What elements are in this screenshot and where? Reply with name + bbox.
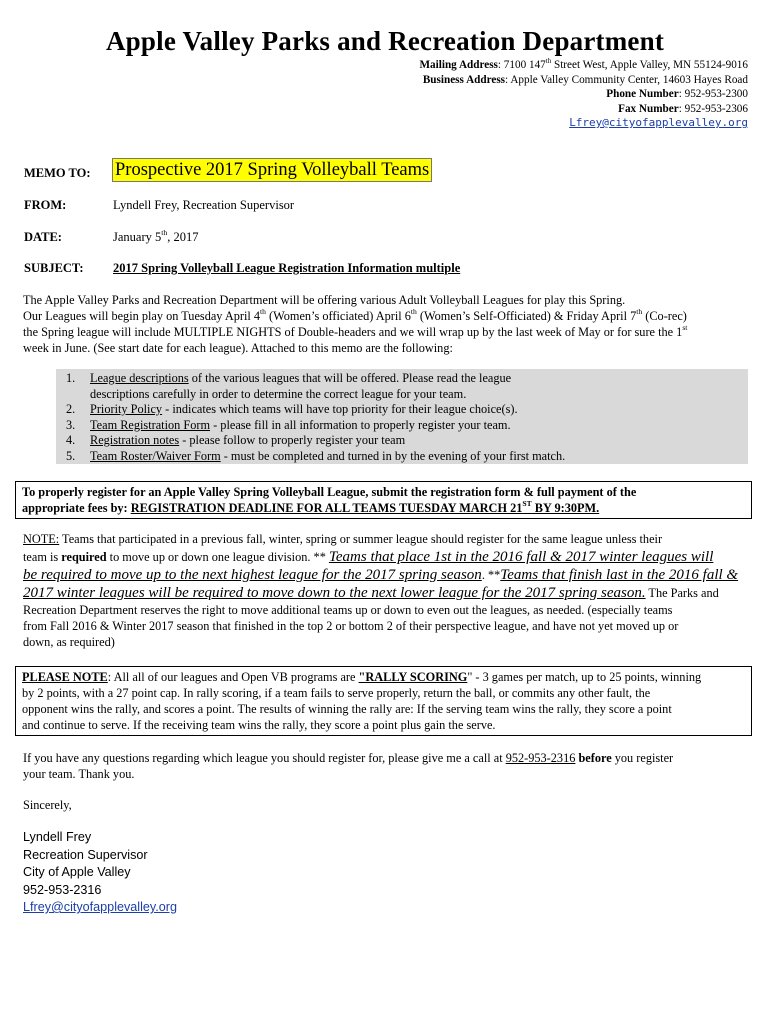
intro-paragraph: The Apple Valley Parks and Recreation Department will be offering various Adult Volleyball Leagues for play this Spring. Our Leagues will begin play on Tuesday April 4th (Women’s officiated) April 6th (Women’s Self-Officiated) & Friday April 7th (Co-rec) the Spring league will include MULTIPLE NIGHTS of Double-headers and we will wrap up by the last week of May or for sure the 1st week in June. (See start date for each league). Attached to this memo are the following: (23, 293, 688, 355)
league-descriptions-link[interactable]: League descriptions (90, 371, 189, 385)
priority-policy-link[interactable]: Priority Policy (90, 402, 163, 416)
rally-scoring-box: PLEASE NOTE: All all of our leagues and Open VB programs are "RALLY SCORING" - 3 games per match, up to 25 points, winning by 2 points, with a 27 point cap. In rally scoring, if a team fails to serve properly, return the ball, or commits any other fault, the opponent wins the rally, and scores a point. The results of winning the rally are: If the serving team wins the rally, they score a point and continue to serve. If the receiving team wins the rally, they score a point plus gain the serve. (15, 666, 752, 736)
questions-paragraph: If you have any questions regarding which league you should register for, please give me a call at 952-953-2316 before you register your team. Thank you. (23, 751, 674, 781)
phone-link[interactable]: 952-953-2316 (505, 751, 576, 765)
list-item-continuation: descriptions carefully in order to determine the correct league for your team. (90, 386, 467, 401)
signer-email-link[interactable]: Lfrey@cityofapplevalley.org (23, 900, 177, 914)
team-registration-form-link[interactable]: Team Registration Form (90, 417, 211, 432)
sincerely: Sincerely, (23, 798, 72, 812)
list-item: 2. Priority Policy - indicates which teams will have top priority for their league choice(s). (66, 402, 518, 416)
memo-to-value: Prospective 2017 Spring Volleyball Teams (112, 158, 432, 182)
from-label: FROM: (24, 198, 67, 212)
header-email-link[interactable]: Lfrey@cityofapplevalley.org (569, 116, 748, 129)
fax-number: Fax Number: 952-953-2306 (618, 102, 748, 115)
list-item: 5. Team Roster/Waiver Form - must be completed and turned in by the evening of your first match. (66, 448, 566, 463)
registration-deadline-box: To properly register for an Apple Valley Spring Volleyball League, submit the registration form & full payment of the appropriate fees by: REGISTRATION DEADLINE FOR ALL TEAMS TUESDAY MARCH 21ST BY 9:30PM. (15, 481, 752, 519)
note-paragraph: NOTE: Teams that participated in a previous fall, winter, spring or summer league should register for the same league unless their team is required to move up or down one league division. ** Teams that place 1st in the 2016 fall & 2017 winter leagues will be required to move up to the next highest league for the 2017 spring season. **Teams that finish last in the 2016 fall & 2017 winter leagues will be required to move down to the next lower league for the 2017 spring season. The Parks and Recreation Department reserves the right to move additional teams up or down to even out the leagues, as needed. (especially teams from Fall 2016 & Winter 2017 season that finished in the top 2 or bottom 2 of their perspective league, and have not yet moved up or down, as required) (23, 532, 739, 649)
address-block (419, 58, 748, 131)
mailing-address: Mailing Address: 7100 147th Street West, Apple Valley, MN 55124-9016 (419, 56, 748, 71)
signature-block (23, 829, 177, 917)
business-address: Business Address: Apple Valley Community Center, 14603 Hayes Road (422, 73, 748, 86)
memo-to-label: MEMO TO: (24, 166, 91, 180)
registration-notes-link[interactable]: Registration notes (90, 433, 180, 447)
date-value: January 5th, 2017 (113, 228, 199, 244)
list-item: 1. League descriptions of the various leagues that will be offered. Please read the league (66, 371, 512, 385)
signer-name: Lyndell Frey (23, 830, 92, 844)
signer-org: City of Apple Valley (23, 865, 131, 879)
signer-title: Recreation Supervisor (23, 847, 148, 862)
list-item: 4. Registration notes - please follow to properly register your team (66, 433, 406, 447)
signer-phone: 952-953-2316 (23, 882, 102, 897)
page-title: Apple Valley Parks and Recreation Department (105, 26, 665, 56)
from-value: Lyndell Frey, Recreation Supervisor (113, 198, 295, 212)
phone-number: Phone Number: 952-953-2300 (606, 88, 748, 100)
list-item: 3. Team Registration Form - please fill in all information to properly register your team. (66, 417, 511, 432)
subject-value: 2017 Spring Volleyball League Registration Information multiple (113, 261, 461, 275)
subject-label: SUBJECT: (24, 261, 84, 275)
team-roster-waiver-link[interactable]: Team Roster/Waiver Form (90, 448, 221, 463)
date-label: DATE: (24, 230, 62, 244)
